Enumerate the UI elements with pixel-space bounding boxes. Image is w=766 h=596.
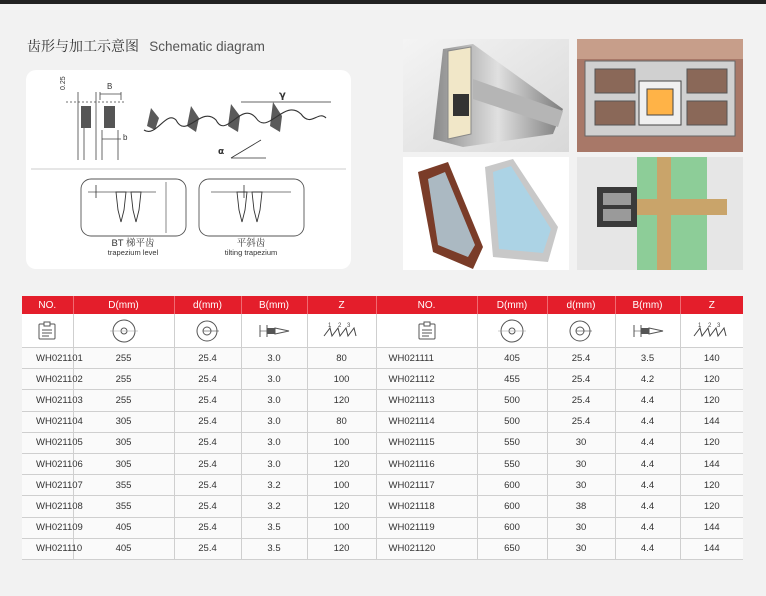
- table-cell: 80: [307, 411, 376, 432]
- table-cell: 500: [477, 411, 547, 432]
- table-cell: 144: [680, 517, 743, 538]
- table-cell: WH021119: [376, 517, 477, 538]
- table-cell: 120: [307, 453, 376, 474]
- table-cell: WH021103: [22, 390, 73, 411]
- table-cell: 25.4: [174, 369, 241, 390]
- table-cell: 25.4: [174, 517, 241, 538]
- title-en: Schematic diagram: [149, 39, 265, 54]
- table-cell: 80: [307, 348, 376, 369]
- svg-text:1: 1: [327, 322, 331, 329]
- table-row: [22, 348, 743, 369]
- table-cell: 25.4: [174, 496, 241, 517]
- tooth-diagram: [26, 70, 351, 269]
- teeth-count-icon: [307, 314, 376, 348]
- window-frame-photo: [403, 157, 569, 270]
- table-cell: 25.4: [174, 475, 241, 496]
- table-cell: 4.4: [615, 453, 680, 474]
- table-cell: 4.4: [615, 432, 680, 453]
- teeth-count-icon: [680, 314, 743, 348]
- table-row: [22, 453, 743, 474]
- col-header: Z: [680, 296, 743, 314]
- table-cell: WH021110: [22, 538, 73, 559]
- table-cell: 25.4: [174, 411, 241, 432]
- col-header: d(mm): [174, 296, 241, 314]
- col-header: D(mm): [477, 296, 547, 314]
- table-cell: WH021108: [22, 496, 73, 517]
- table-cell: 600: [477, 475, 547, 496]
- table-cell: 25.4: [174, 348, 241, 369]
- svg-text:1: 1: [697, 322, 702, 329]
- table-cell: 3.2: [241, 475, 307, 496]
- top-border: [0, 0, 766, 4]
- table-row: [22, 390, 743, 411]
- table-cell: 30: [547, 453, 615, 474]
- table-cell: WH021105: [22, 432, 73, 453]
- schematic-panel: [26, 70, 351, 269]
- outer-diameter-icon: [73, 314, 174, 348]
- table-cell: WH021113: [376, 390, 477, 411]
- table-cell: 120: [307, 496, 376, 517]
- table-cell: 305: [73, 411, 174, 432]
- table-cell: 3.0: [241, 348, 307, 369]
- table-cell: 25.4: [547, 369, 615, 390]
- table-cell: 405: [73, 538, 174, 559]
- curtain-wall-photo: [577, 157, 743, 270]
- table-cell: 3.0: [241, 432, 307, 453]
- table-cell: 120: [680, 496, 743, 517]
- table-cell: 144: [680, 538, 743, 559]
- dim-b-label: b: [123, 133, 128, 142]
- table-cell: 650: [477, 538, 547, 559]
- svg-text:2: 2: [707, 322, 712, 329]
- table-cell: 600: [477, 496, 547, 517]
- table-cell: 25.4: [547, 348, 615, 369]
- table-cell: WH021120: [376, 538, 477, 559]
- tilt-title: 平斜齿: [236, 238, 266, 249]
- table-cell: 255: [73, 369, 174, 390]
- icon-row: [22, 314, 743, 348]
- table-cell: WH021112: [376, 369, 477, 390]
- bt-title: BT 梯平齿: [111, 238, 155, 249]
- table-cell: 355: [73, 496, 174, 517]
- table-cell: 4.4: [615, 496, 680, 517]
- table-cell: 140: [680, 348, 743, 369]
- dim-B-label: B: [107, 82, 113, 91]
- alpha-label: α: [218, 147, 225, 157]
- table-cell: 255: [73, 390, 174, 411]
- table-cell: 120: [680, 475, 743, 496]
- table-cell: WH021114: [376, 411, 477, 432]
- table-cell: 305: [73, 432, 174, 453]
- bore-diameter-icon: [547, 314, 615, 348]
- table-cell: 25.4: [547, 411, 615, 432]
- table-cell: 550: [477, 432, 547, 453]
- table-cell: 4.2: [615, 369, 680, 390]
- table-cell: 25.4: [547, 390, 615, 411]
- table-cell: 120: [680, 390, 743, 411]
- tilt-tooth-caption: [206, 239, 296, 258]
- kerf-width-icon: [615, 314, 680, 348]
- table-cell: 4.4: [615, 390, 680, 411]
- table-cell: 500: [477, 390, 547, 411]
- table-header-row: [22, 296, 743, 314]
- col-header: D(mm): [73, 296, 174, 314]
- col-header: B(mm): [241, 296, 307, 314]
- profile-cross-section-photo: [577, 39, 743, 152]
- outer-diameter-icon: [477, 314, 547, 348]
- table-cell: 120: [307, 390, 376, 411]
- bt-sub: trapezium level: [107, 248, 159, 258]
- table-cell: 38: [547, 496, 615, 517]
- table-cell: 25.4: [174, 390, 241, 411]
- table-row: [22, 517, 743, 538]
- svg-text:3: 3: [716, 322, 721, 329]
- document-icon: [22, 314, 73, 348]
- table-cell: WH021111: [376, 348, 477, 369]
- table-cell: WH021118: [376, 496, 477, 517]
- table-cell: WH021107: [22, 475, 73, 496]
- table-cell: 3.5: [241, 517, 307, 538]
- aluminum-profile-photo: [403, 39, 569, 152]
- table-row: [22, 432, 743, 453]
- table-cell: 3.5: [241, 538, 307, 559]
- table-cell: 305: [73, 453, 174, 474]
- table-cell: 144: [680, 453, 743, 474]
- table-cell: 30: [547, 432, 615, 453]
- table-cell: 100: [307, 517, 376, 538]
- table-row: [22, 496, 743, 517]
- table-cell: 3.0: [241, 369, 307, 390]
- table-cell: 120: [680, 432, 743, 453]
- table-cell: WH021104: [22, 411, 73, 432]
- document-icon: [376, 314, 477, 348]
- table-cell: 4.4: [615, 475, 680, 496]
- table-cell: 255: [73, 348, 174, 369]
- dim-025-label: 0.25: [60, 76, 67, 90]
- table-cell: WH021109: [22, 517, 73, 538]
- table-cell: 4.4: [615, 411, 680, 432]
- table-cell: 3.5: [615, 348, 680, 369]
- table-cell: 3.0: [241, 453, 307, 474]
- table-cell: 3.0: [241, 411, 307, 432]
- table-cell: 3.0: [241, 390, 307, 411]
- tilt-sub: tilting trapezium: [224, 248, 278, 258]
- col-header: Z: [307, 296, 376, 314]
- table-cell: WH021102: [22, 369, 73, 390]
- table-cell: 100: [307, 369, 376, 390]
- table-cell: 30: [547, 517, 615, 538]
- table-cell: 355: [73, 475, 174, 496]
- tooth-left-block: [81, 106, 91, 128]
- spec-table: [22, 296, 743, 560]
- table-cell: WH021117: [376, 475, 477, 496]
- table-cell: 4.4: [615, 538, 680, 559]
- table-cell: 455: [477, 369, 547, 390]
- table-cell: 4.4: [615, 517, 680, 538]
- gamma-label: γ: [279, 90, 286, 101]
- bt-tooth-caption: [88, 239, 178, 258]
- table-cell: WH021115: [376, 432, 477, 453]
- title-cn: 齿形与加工示意图: [27, 39, 139, 55]
- table-cell: 25.4: [174, 432, 241, 453]
- table-cell: 30: [547, 538, 615, 559]
- svg-text:2: 2: [337, 322, 341, 329]
- table-cell: 144: [680, 411, 743, 432]
- table-cell: 600: [477, 517, 547, 538]
- table-cell: WH021106: [22, 453, 73, 474]
- table-cell: WH021116: [376, 453, 477, 474]
- col-header: B(mm): [615, 296, 680, 314]
- col-header: d(mm): [547, 296, 615, 314]
- table-cell: 30: [547, 475, 615, 496]
- table-cell: 405: [73, 517, 174, 538]
- table-cell: 550: [477, 453, 547, 474]
- table-cell: 25.4: [174, 538, 241, 559]
- table-cell: 100: [307, 475, 376, 496]
- table-cell: 3.2: [241, 496, 307, 517]
- col-header: NO.: [376, 296, 477, 314]
- table-row: [22, 475, 743, 496]
- kerf-width-icon: [241, 314, 307, 348]
- table-cell: 120: [680, 369, 743, 390]
- bore-diameter-icon: [174, 314, 241, 348]
- table-row: [22, 369, 743, 390]
- table-cell: 25.4: [174, 453, 241, 474]
- table-cell: 405: [477, 348, 547, 369]
- table-row: [22, 538, 743, 559]
- tooth-right-block: [104, 106, 115, 128]
- page-title: [27, 36, 265, 56]
- col-header: NO.: [22, 296, 73, 314]
- table-row: [22, 411, 743, 432]
- svg-text:3: 3: [346, 322, 350, 329]
- table-cell: WH021101: [22, 348, 73, 369]
- table-cell: 120: [307, 538, 376, 559]
- table-cell: 100: [307, 432, 376, 453]
